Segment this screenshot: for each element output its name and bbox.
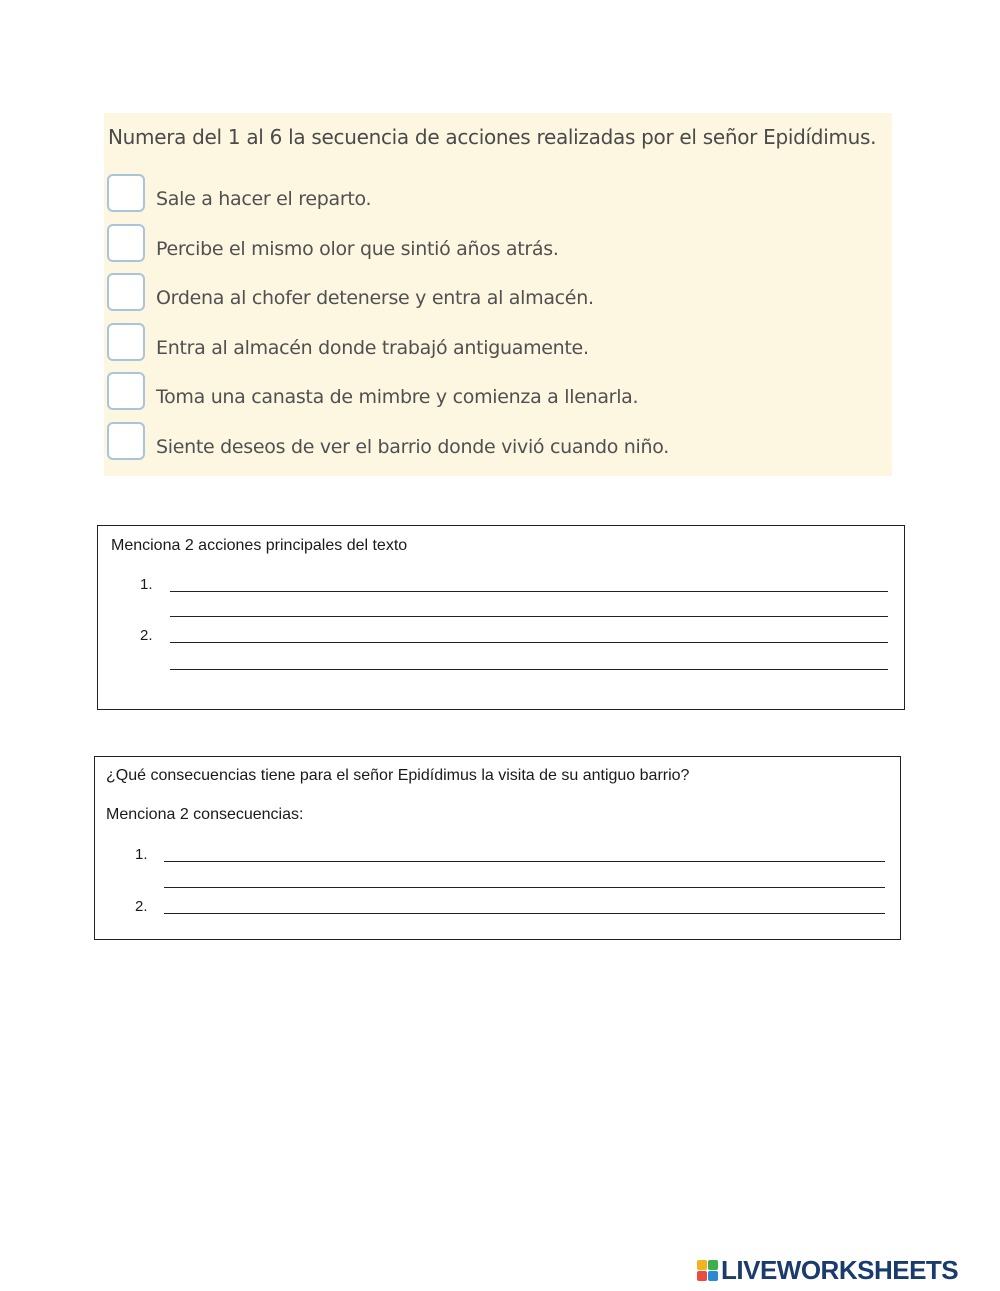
answer-line-1b[interactable] <box>164 887 885 888</box>
sequence-item-text: Ordena al chofer detenerse y entra al almacén. <box>156 287 594 310</box>
question-1-box <box>97 525 905 710</box>
question-1-prompt: Menciona 2 acciones principales del texto <box>111 537 408 554</box>
sequence-number-box[interactable] <box>107 422 145 460</box>
sequence-item-text: Siente deseos de ver el barrio donde vivió cuando niño. <box>156 435 669 458</box>
liveworksheets-brand-text: LIVEWORKSHEETS <box>721 1254 959 1285</box>
sequence-item-text: Percibe el mismo olor que sintió años atrás. <box>156 237 559 260</box>
liveworksheets-logo <box>697 1255 958 1285</box>
sequence-number-box[interactable] <box>107 174 145 212</box>
answer-line-2b[interactable] <box>170 669 888 670</box>
answer-number: 2. <box>140 627 153 644</box>
answer-number: 1. <box>135 846 148 863</box>
answer-line-1a[interactable] <box>164 861 885 862</box>
sequence-number-box[interactable] <box>107 323 145 361</box>
sequence-number-box[interactable] <box>107 273 145 311</box>
question-2-box <box>94 756 901 940</box>
answer-number: 1. <box>140 576 153 593</box>
sequence-number-box[interactable] <box>107 372 145 410</box>
question-2-subprompt: Menciona 2 consecuencias: <box>106 806 304 823</box>
answer-number: 2. <box>135 898 148 915</box>
sequence-item-text: Entra al almacén donde trabajó antiguamente. <box>156 336 589 359</box>
sequence-exercise-panel <box>104 113 892 476</box>
sequence-number-box[interactable] <box>107 224 145 262</box>
sequence-item-text: Toma una canasta de mimbre y comienza a llenarla. <box>156 386 639 409</box>
question-2-prompt: ¿Qué consecuencias tiene para el señor Epidídimus la visita de su antiguo barrio? <box>106 767 690 784</box>
sequence-exercise-title: Numera del 1 al 6 la secuencia de acciones realizadas por el señor Epidídimus. <box>108 125 877 149</box>
answer-line-2a[interactable] <box>164 913 885 914</box>
liveworksheets-logo-icon <box>697 1260 718 1281</box>
answer-line-1b[interactable] <box>170 616 888 617</box>
sequence-item-text: Sale a hacer el reparto. <box>156 188 372 210</box>
answer-line-1a[interactable] <box>170 591 888 592</box>
answer-line-2a[interactable] <box>170 642 888 643</box>
